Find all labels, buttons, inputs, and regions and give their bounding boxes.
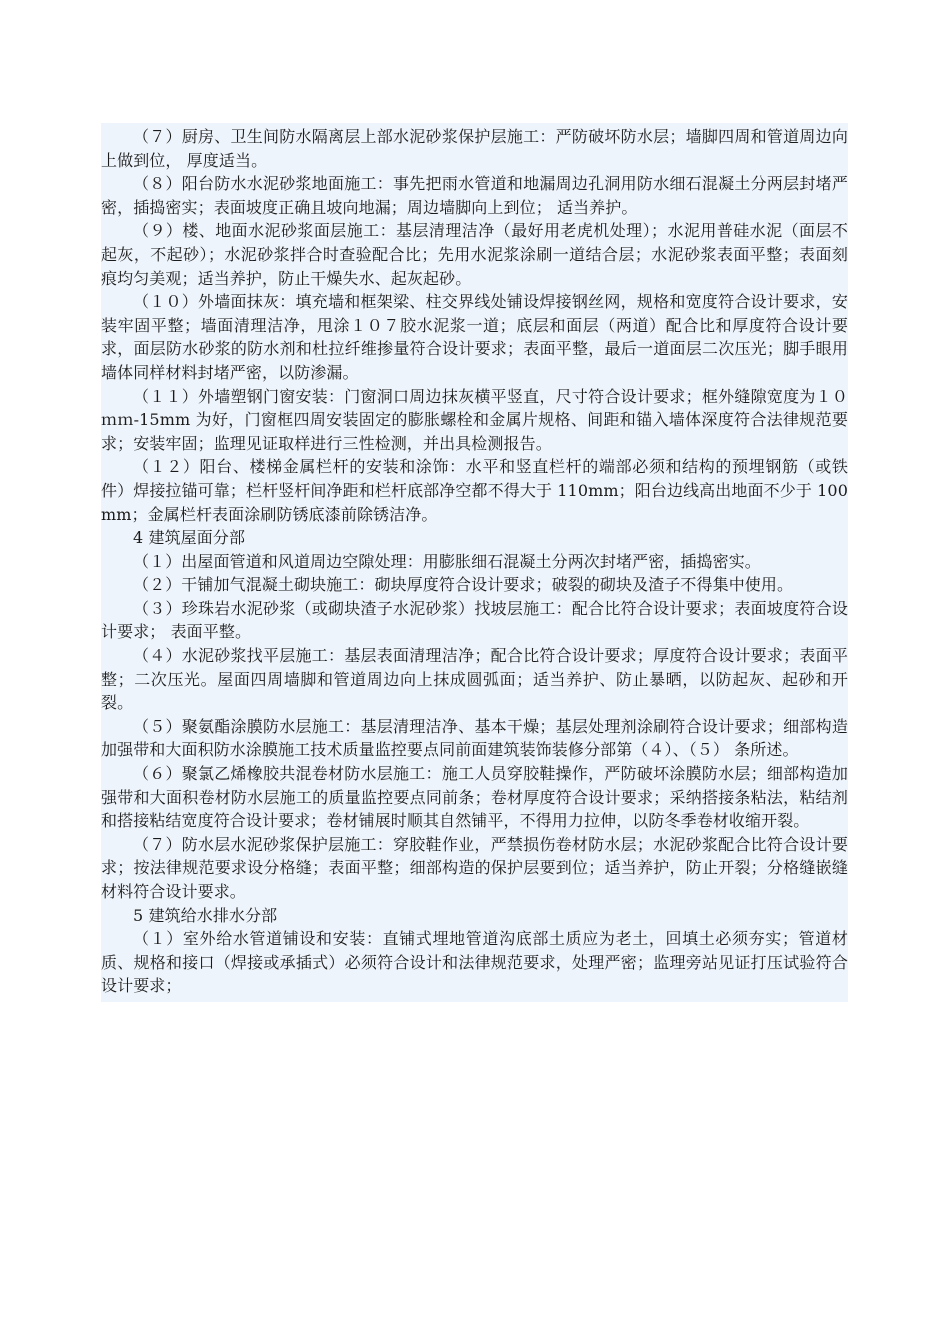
section-heading-roof: 4 建筑屋面分部: [133, 528, 246, 548]
paragraph-9-floor: （９）楼、地面水泥砂浆面层施工：基层清理洁净（最好用老虎机处理）；水泥用普硅水泥（面层不起灰，不起砂）；水泥砂浆拌合时查验配合比；先用水泥浆涂刷一道结合层；水泥砂浆表面平整；表面刻痕均匀美观；适当养护，防止干燥失水、起灰起砂。: [101, 221, 848, 288]
plumbing-item-1: （１）室外给水管道铺设和安装：直铺式埋地管道沟底部土质应为老土，回填土必须夯实；管道材质、规格和接口（焊接或承插式）必须符合设计和法律规范要求，处理严密；监理旁站见证打压试验符合设计要求；: [101, 929, 848, 996]
paragraph-8-balcony: （８）阳台防水水泥砂浆地面施工：事先把雨水管道和地漏周边孔洞用防水细石混凝土分两层封堵严密，插捣密实；表面坡度正确且坡向地漏；周边墙脚向上到位； 适当养护。: [101, 174, 848, 217]
paragraph-10-exterior-plaster: （１０）外墙面抹灰：填充墙和框架梁、柱交界线处铺设焊接钢丝网，规格和宽度符合设计要求，安装牢固平整；墙面清理洁净，甩涂１０７胶水泥浆一道；底层和面层（两道）配合比和厚度符合设计要求，面层防水砂浆的防水剂和杜拉纤维掺量符合设计要求；表面平整，最后一道面层二次压光；脚手眼用墙体同样材料封堵严密，以防渗漏。: [101, 292, 848, 382]
paragraph-11-windows: （１１）外墙塑钢门窗安装：门窗洞口周边抹灰横平竖直，尺寸符合设计要求；框外缝隙宽度为１０ｍｍ-15mm 为好，门窗框四周安装固定的膨胀螺栓和金属片规格、间距和锚入墙体深度符合法律规范要求；安装牢固；监理见证取样进行三性检测，并出具检测报告。: [101, 386, 848, 453]
section-heading-plumbing: 5 建筑给水排水分部: [133, 905, 278, 925]
paragraph-7-kitchen: （７）厨房、卫生间防水隔离层上部水泥砂浆保护层施工：严防破坏防水层；墙脚四周和管道周边向上做到位， 厚度适当。: [101, 127, 848, 170]
paragraph-12-railings: （１２）阳台、楼梯金属栏杆的安装和涂饰：水平和竖直栏杆的端部必须和结构的预埋钢筋（或铁件）焊接拉锚可靠；栏杆竖杆间净距和栏杆底部净空都不得大于 110mm；阳台边线高出地面不少于 100mm；金属栏杆表面涂刷防锈底漆前除锈洁净。: [101, 457, 848, 524]
roof-item-4: （４）水泥砂浆找平层施工：基层表面清理洁净；配合比符合设计要求；厚度符合设计要求；表面平整；二次压光。屋面四周墙脚和管道周边向上抹成圆弧面；适当养护、防止暴晒，以防起灰、起砂和开裂。: [101, 646, 848, 713]
document-body: [101, 123, 848, 1002]
roof-item-6: （６）聚氯乙烯橡胶共混卷材防水层施工：施工人员穿胶鞋操作，严防破坏涂膜防水层；细部构造加强带和大面积卷材防水层施工的质量监控要点同前条；卷材厚度符合设计要求；采纳搭接条粘法，粘结剂和搭接粘结宽度符合设计要求；卷材铺展时顺其自然铺平，不得用力拉伸，以防冬季卷材收缩开裂。: [101, 764, 848, 831]
roof-item-3: （３）珍珠岩水泥砂浆（或砌块渣子水泥砂浆）找坡层施工：配合比符合设计要求；表面坡度符合设计要求； 表面平整。: [101, 598, 848, 642]
roof-item-2: （２）干铺加气混凝土砌块施工：砌块厚度符合设计要求；破裂的砌块及渣子不得集中使用。: [133, 575, 794, 595]
roof-item-7: （７）防水层水泥砂浆保护层施工：穿胶鞋作业，严禁损伤卷材防水层；水泥砂浆配合比符合设计要求；按法律规范要求设分格缝；表面平整；细部构造的保护层要到位；适当养护，防止开裂；分格缝嵌缝材料符合设计要求。: [101, 834, 848, 901]
roof-item-1: （１）出屋面管道和风道周边空隙处理：用膨胀细石混凝土分两次封堵严密，插捣密实。: [133, 551, 761, 571]
roof-item-5: （５）聚氨酯涂膜防水层施工：基层清理洁净、基本干燥；基层处理剂涂刷符合设计要求；细部构造加强带和大面积防水涂膜施工技术质量监控要点同前面建筑装饰装修分部第（４）、（５） 条所述。: [101, 716, 848, 760]
